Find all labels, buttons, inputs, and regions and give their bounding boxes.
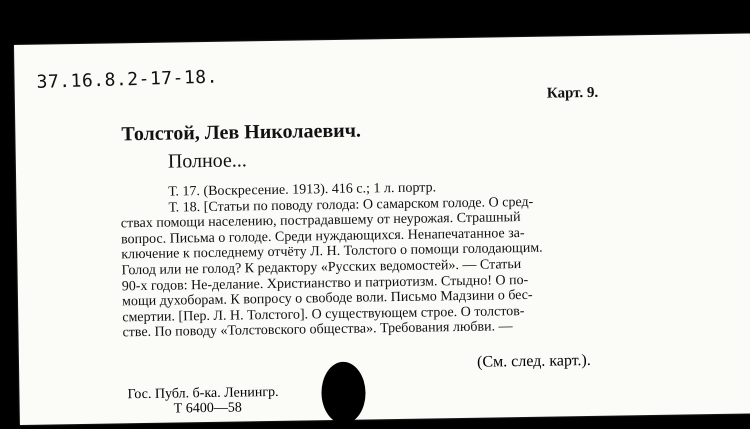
library-stamp-block — [127, 385, 278, 417]
body-line: Т. 18. [Статьи по поводу голода: О самарском голоде. О сред- — [168, 194, 534, 216]
continuation-note: (См. след. карт.). — [476, 351, 591, 371]
work-title: Полное... — [167, 149, 247, 173]
body-line: ключение к последнему отчёту Л. Н. Толстого о помощи голодающим. — [121, 241, 543, 263]
author-heading: Толстой, Лев Николаевич. — [121, 119, 362, 146]
shelf-mark: 37.16.8.2-17-18. — [36, 66, 219, 93]
body-line: ствах помощи населению, пострадавшему от неурожая. Страшный — [120, 210, 521, 232]
punch-hole — [321, 362, 366, 425]
body-line: 90-х годов: Не-делание. Христианство и патриотизм. Стыдно! О по- — [121, 272, 529, 294]
library-stamp: Гос. Публ. б-ка. Ленингр. — [127, 384, 279, 403]
order-number: Т 6400—58 — [173, 400, 242, 417]
body-line: Голод или не голод? К редактору «Русских ведомостей». — Статьи — [121, 257, 522, 279]
body-line: Т. 17. (Воскресение. 1913). 416 с.; 1 л. портр. — [168, 180, 437, 200]
body-line: стве. По поводу «Толстовского общества». Требования любви. — — [122, 319, 513, 341]
card-number: Карт. 9. — [546, 84, 599, 102]
body-line: смертии. [Пер. Л. Н. Толстого]. О существующем строе. О толстов- — [122, 303, 525, 326]
body-line: мощи духоборам. К вопросу о свободе воли. Письмо Мадзини о бес- — [121, 288, 533, 310]
body-line: вопрос. Письма о голоде. Среди нуждающихся. Ненапечатанное за- — [120, 225, 525, 248]
catalog-card — [14, 33, 750, 425]
card-body — [120, 177, 622, 341]
